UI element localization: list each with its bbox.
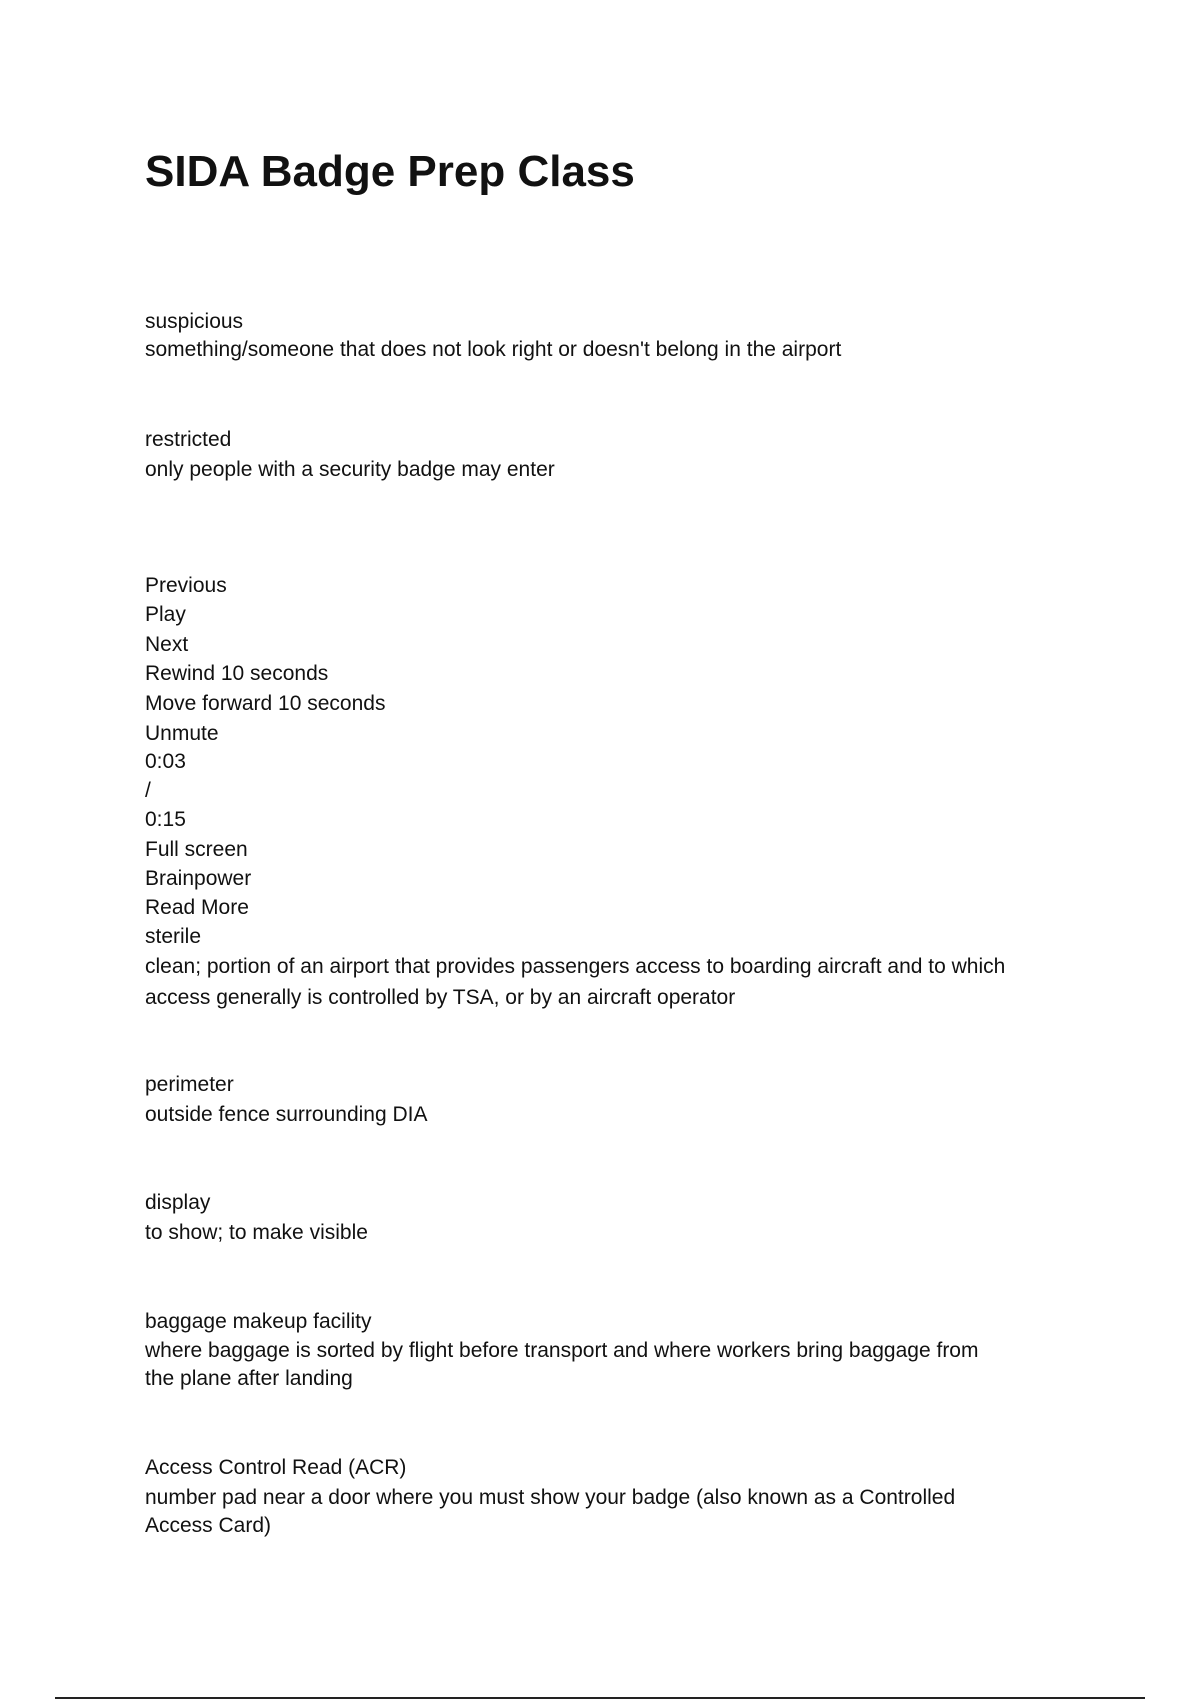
card-definition-baggage-makeup-facility-line-1: where baggage is sorted by flight before transport and where workers bring baggage from (145, 1339, 979, 1362)
footer-divider (55, 1697, 1145, 1699)
card-term-perimeter: perimeter (145, 1073, 234, 1096)
card-term-restricted: restricted (145, 428, 232, 451)
card-term-baggage-makeup-facility: baggage makeup facility (145, 1310, 372, 1333)
card-definition-sterile-line-1: clean; portion of an airport that provides passengers access to boarding aircraft and to which (145, 955, 1006, 978)
card-term-suspicious: suspicious (145, 310, 244, 333)
player-previous-button[interactable]: Previous (145, 574, 227, 597)
card-term-access-control-read: Access Control Read (ACR) (145, 1456, 407, 1479)
player-next-button[interactable]: Next (145, 633, 189, 656)
player-forward-button[interactable]: Move forward 10 seconds (145, 692, 386, 715)
player-read-more-link[interactable]: Read More (145, 896, 249, 919)
player-time-separator: / (145, 779, 151, 802)
player-rewind-button[interactable]: Rewind 10 seconds (145, 662, 329, 685)
player-play-button[interactable]: Play (145, 603, 186, 626)
card-definition-sterile-line-2: access generally is controlled by TSA, or by an aircraft operator (145, 986, 736, 1009)
card-definition-display: to show; to make visible (145, 1221, 368, 1244)
card-definition-access-control-read-line-2: Access Card) (145, 1514, 272, 1537)
player-current-time: 0:03 (145, 750, 186, 773)
card-definition-restricted: only people with a security badge may enter (145, 458, 555, 481)
player-duration: 0:15 (145, 808, 186, 831)
player-fullscreen-button[interactable]: Full screen (145, 838, 248, 861)
card-definition-perimeter: outside fence surrounding DIA (145, 1103, 428, 1126)
card-definition-access-control-read-line-1: number pad near a door where you must show your badge (also known as a Controlled (145, 1486, 956, 1509)
page-title: SIDA Badge Prep Class (145, 147, 635, 196)
card-term-display: display (145, 1191, 211, 1214)
card-term-sterile: sterile (145, 925, 202, 948)
card-definition-suspicious: something/someone that does not look right or doesn't belong in the airport (145, 338, 842, 361)
player-brand-link[interactable]: Brainpower (145, 867, 252, 890)
player-unmute-button[interactable]: Unmute (145, 722, 219, 745)
card-definition-baggage-makeup-facility-line-2: the plane after landing (145, 1367, 353, 1390)
